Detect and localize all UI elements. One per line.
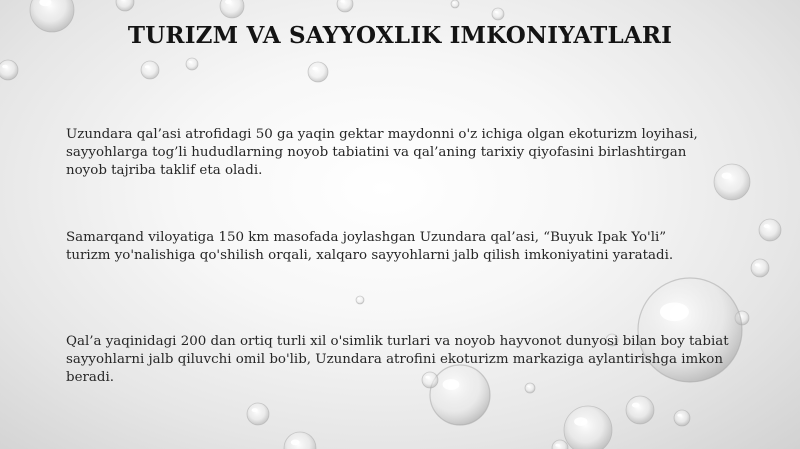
droplet-highlight <box>252 408 258 412</box>
droplet-highlight <box>495 11 498 13</box>
water-droplet <box>284 432 316 449</box>
paragraph-line: Uzundara qal’asi atrofidagi 50 ga yaqin gektar maydonni o'z ichiga olgan ekoturizm loyihasi, <box>66 127 698 142</box>
water-droplet <box>451 0 459 8</box>
droplet-highlight <box>453 2 455 4</box>
paragraph-line: Qal’a yaqinidagi 200 dan ortiq turli xil o'simlik turlari va noyob hayvonot dunyosi bilan boy tabiat <box>66 334 729 349</box>
droplet-highlight <box>764 224 770 228</box>
slide-title: TURIZM VA SAYYOXLIK IMKONIYATLARI <box>127 22 673 49</box>
droplet-highlight <box>660 302 689 321</box>
paragraph-line: noyob tajriba taklif eta oladi. <box>66 163 263 178</box>
droplet-highlight <box>2 65 8 69</box>
water-droplet <box>186 58 198 70</box>
droplet-highlight <box>145 65 150 68</box>
paragraph-line: turizm yo'nalishiga qo'shilish orqali, xalqaro sayyohlarni jalb qilish imkoniyatini yaratadi. <box>66 248 674 263</box>
droplet-highlight <box>189 61 192 63</box>
droplet-highlight <box>291 440 300 446</box>
water-droplet <box>0 60 18 80</box>
paragraph-line: sayyohlarga tog’li hududlarning noyob tabiatini va qal’aning tarixiy qiyofasini birlashtirgan <box>66 145 687 160</box>
water-droplet <box>564 406 612 449</box>
water-droplet <box>492 8 504 20</box>
water-droplet <box>247 403 269 425</box>
water-droplet <box>116 0 134 11</box>
water-droplet <box>751 259 769 277</box>
droplet-highlight <box>722 172 732 178</box>
water-droplet <box>714 164 750 200</box>
droplet-highlight <box>555 444 559 447</box>
paragraph-line: sayyohlarni jalb qiluvchi omil bo'lib, Uzundara atrofini ekoturizm markaziga aylantirishga imkon <box>66 352 723 367</box>
droplet-highlight <box>677 414 681 417</box>
paragraph-silk-road <box>66 229 673 265</box>
paragraph-line: Samarqand viloyatiga 150 km masofada joylashgan Uzundara qal’asi, “Buyuk Ipak Yo'li” <box>66 230 667 245</box>
droplet-highlight <box>755 263 760 266</box>
water-droplet <box>308 62 328 82</box>
water-droplet <box>552 440 568 449</box>
water-droplet <box>141 61 159 79</box>
water-droplet <box>356 296 364 304</box>
water-droplet <box>759 219 781 241</box>
paragraph-nature <box>66 333 729 387</box>
water-droplet <box>674 410 690 426</box>
droplet-highlight <box>574 417 587 426</box>
water-droplet <box>337 0 353 12</box>
droplet-highlight <box>358 298 360 300</box>
water-droplet <box>220 0 244 18</box>
water-droplet <box>626 396 654 424</box>
paragraph-ecotourism <box>66 126 698 180</box>
droplet-highlight <box>312 67 318 71</box>
paragraph-line: beradi. <box>66 370 114 385</box>
droplet-highlight <box>632 403 640 408</box>
